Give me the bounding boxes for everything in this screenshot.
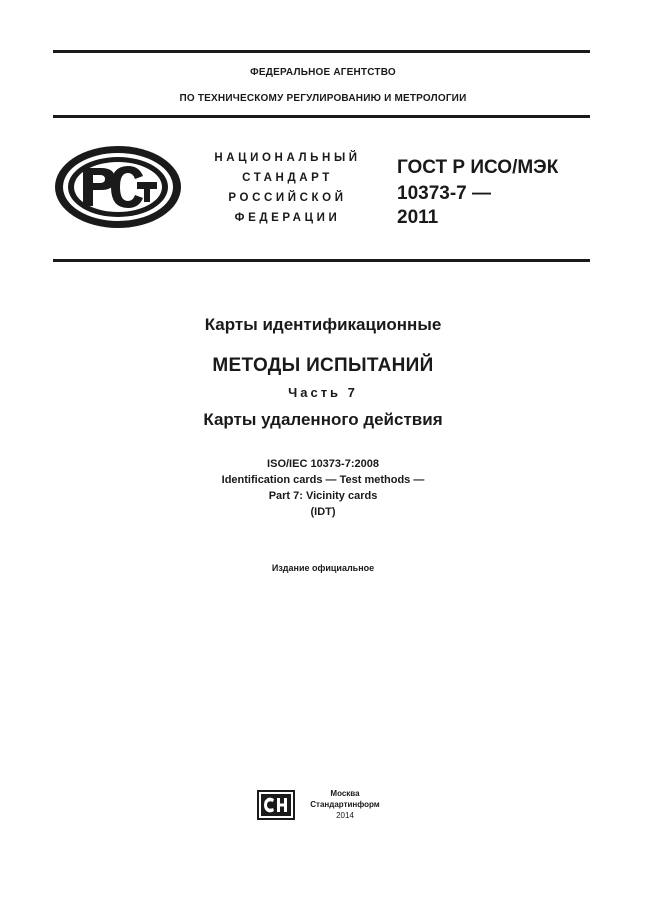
publisher-city: Москва <box>330 789 360 798</box>
title-line-1: Карты идентификационные <box>204 315 442 334</box>
iso-line-2: Part 7: Vicinity cards <box>268 490 378 502</box>
national-line-3: РОССИЙСКОЙ <box>228 192 347 204</box>
rst-emblem-icon <box>53 144 183 230</box>
top-rule <box>53 50 590 53</box>
publisher-name: Стандартинформ <box>310 800 380 809</box>
gost-code-line-2: 10373-7 — <box>397 183 492 204</box>
header-rule <box>53 115 590 118</box>
iso-code: ISO/IEC 10373-7:2008 <box>267 458 379 470</box>
title-line-2: МЕТОДЫ ИСПЫТАНИЙ <box>212 355 434 376</box>
middle-rule <box>53 259 590 262</box>
national-line-1: НАЦИОНАЛЬНЫЙ <box>214 152 361 164</box>
publisher-logo-icon <box>257 790 295 820</box>
national-line-4: ФЕДЕРАЦИИ <box>234 212 341 224</box>
iso-line-3: (IDT) <box>310 506 336 518</box>
agency-line-2: ПО ТЕХНИЧЕСКОМУ РЕГУЛИРОВАНИЮ И МЕТРОЛОГИИ <box>179 93 467 104</box>
agency-line-1: ФЕДЕРАЛЬНОЕ АГЕНТСТВО <box>250 67 396 78</box>
gost-code-line-1: ГОСТ Р ИСО/МЭК <box>397 157 559 178</box>
iso-line-1: Identification cards — Test methods — <box>221 474 425 486</box>
title-line-4: Карты удаленного действия <box>203 410 443 429</box>
title-line-3: Часть 7 <box>288 385 358 400</box>
gost-code-line-3: 2011 <box>397 207 439 228</box>
publisher-year: 2014 <box>336 811 354 820</box>
edition-label: Издание официальное <box>271 563 375 573</box>
national-line-2: СТАНДАРТ <box>242 172 333 184</box>
